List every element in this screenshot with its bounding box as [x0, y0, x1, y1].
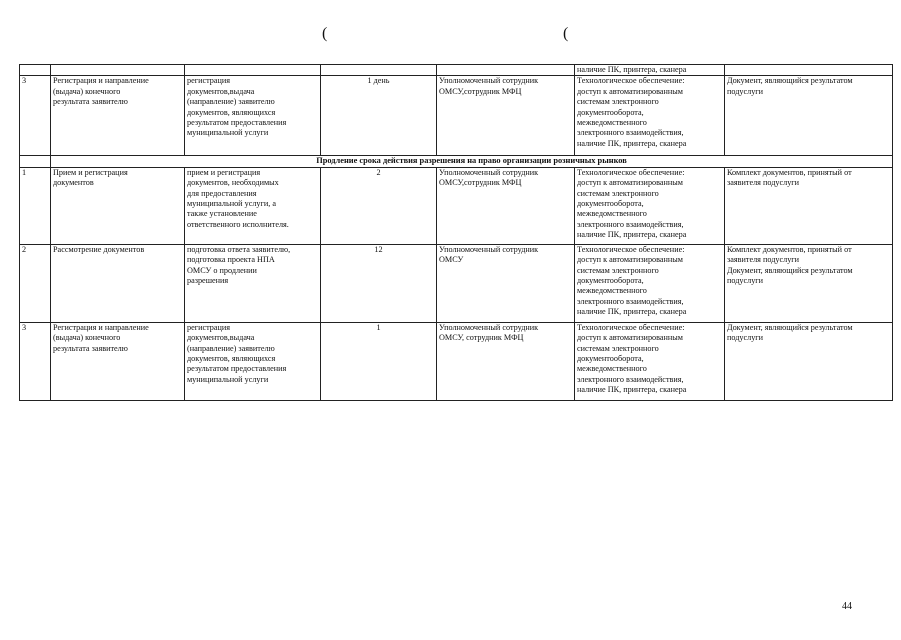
cell-content: подготовка ответа заявителю, подготовка проекта НПА ОМСУ о продлении разрешения	[185, 244, 321, 322]
cell-term	[321, 65, 437, 76]
cell-step: Регистрация и направление (выдача) конечного результата заявителю	[51, 76, 185, 156]
table-row	[20, 76, 893, 156]
cell-result: Документ, являющийся результатом подуслуги	[725, 322, 893, 400]
cell-content: регистрация документов,выдача (направление) заявителю документов, являющихся результатом предоставления муниципальной услуги	[185, 76, 321, 156]
cell-resources: Технологическое обеспечение: доступ к автоматизированным системам электронного документооборота, межведомственного электронного взаимодействия, наличие ПК, принтера, сканера	[575, 244, 725, 322]
cell-num: 3	[20, 76, 51, 156]
cell-step: Прием и регистрация документов	[51, 167, 185, 244]
cell-executor: Уполномоченный сотрудник ОМСУ, сотрудник МФЦ	[437, 322, 575, 400]
cell-result: Комплект документов, принятый от заявителя подуслуги	[725, 167, 893, 244]
cell-step: Рассмотрение документов	[51, 244, 185, 322]
cell-resources: Технологическое обеспечение: доступ к автоматизированным системам электронного документооборота, межведомственного электронного взаимодействия, наличие ПК, принтера, сканера	[575, 322, 725, 400]
cell-content	[185, 65, 321, 76]
cell-num: 1	[20, 167, 51, 244]
page-number: 44	[842, 601, 852, 612]
cell-term: 1 день	[321, 76, 437, 156]
cell-num	[20, 156, 51, 167]
table-row	[20, 167, 893, 244]
section-title: Продление срока действия разрешения на право организации розничных рынков	[51, 156, 893, 167]
cell-term: 2	[321, 167, 437, 244]
cell-executor: Уполномоченный сотрудник ОМСУ,сотрудник МФЦ	[437, 167, 575, 244]
cell-term: 1	[321, 322, 437, 400]
cell-result	[725, 65, 893, 76]
cell-content: регистрация документов,выдача (направление) заявителю документов, являющихся результатом предоставления муниципальной услуги	[185, 322, 321, 400]
cell-step	[51, 65, 185, 76]
cell-num: 2	[20, 244, 51, 322]
table-row-continuation	[20, 65, 893, 76]
cell-executor	[437, 65, 575, 76]
cell-executor: Уполномоченный сотрудник ОМСУ	[437, 244, 575, 322]
header-paren-right: (	[563, 25, 569, 42]
cell-num	[20, 65, 51, 76]
cell-content: прием и регистрация документов, необходимых для предоставления муниципальной услуги, а также установление ответственного исполнителя.	[185, 167, 321, 244]
cell-executor: Уполномоченный сотрудник ОМСУ,сотрудник МФЦ	[437, 76, 575, 156]
table-row	[20, 322, 893, 400]
cell-resources: наличие ПК, принтера, сканера	[575, 65, 725, 76]
cell-term: 12	[321, 244, 437, 322]
cell-result: Документ, являющийся результатом подуслуги	[725, 76, 893, 156]
cell-resources: Технологическое обеспечение: доступ к автоматизированным системам электронного документооборота, межведомственного электронного взаимодействия, наличие ПК, принтера, сканера	[575, 167, 725, 244]
header-paren-left: (	[322, 25, 328, 42]
cell-num: 3	[20, 322, 51, 400]
cell-result: Комплект документов, принятый от заявителя подуслуги Документ, являющийся результатом подуслуги	[725, 244, 893, 322]
cell-resources: Технологическое обеспечение: доступ к автоматизированным системам электронного документооборота, межведомственного электронного взаимодействия, наличие ПК, принтера, сканера	[575, 76, 725, 156]
procedure-table	[19, 64, 893, 401]
section-header-row	[20, 156, 893, 167]
cell-step: Регистрация и направление (выдача) конечного результата заявителю	[51, 322, 185, 400]
table-row	[20, 244, 893, 322]
